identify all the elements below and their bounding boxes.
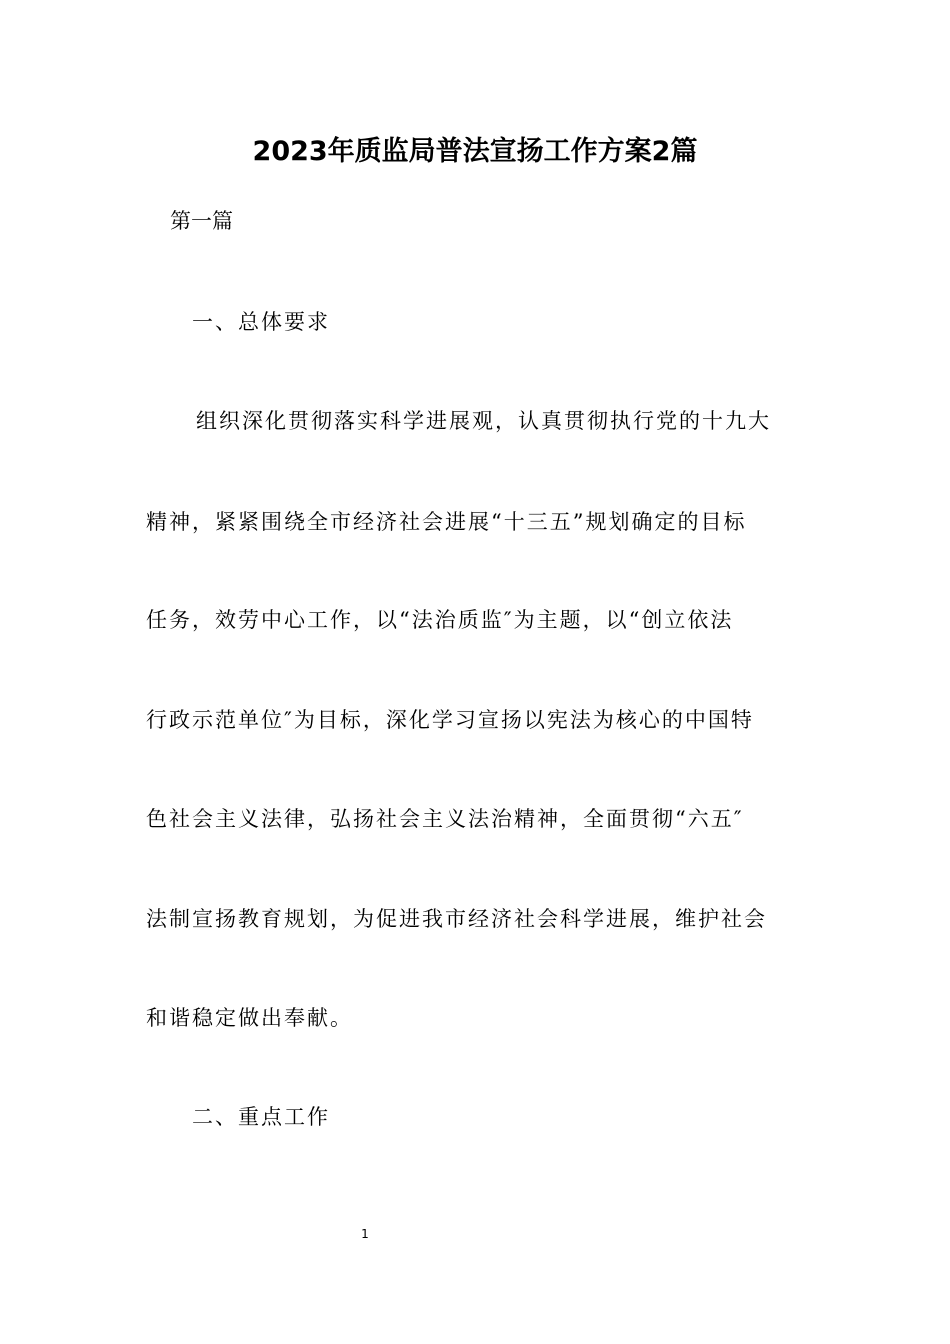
heading-key-work: 二、重点工作 — [192, 1105, 330, 1129]
heading-general-requirements: 一、总体要求 — [192, 310, 330, 334]
document-title: 2023年质监局普法宣扬工作方案2篇 — [252, 136, 698, 167]
paragraph-line: 组织深化贯彻落实科学进展观，认真贯彻执行党的十九大 — [196, 409, 771, 433]
paragraph-line: 法制宣扬教育规划，为促进我市经济社会科学进展，维护社会 — [146, 907, 767, 931]
paragraph-line: 色社会主义法律，弘扬社会主义法治精神，全面贯彻“六五″ — [146, 807, 744, 831]
paragraph-line: 行政示范单位″为目标，深化学习宣扬以宪法为核心的中国特 — [146, 708, 754, 732]
page-number: 1 — [361, 1227, 369, 1241]
paragraph-line: 任务，效劳中心工作，以“法治质监″为主题，以“创立依法 — [146, 608, 734, 632]
section-label: 第一篇 — [170, 209, 233, 233]
paragraph-line: 精神，紧紧围绕全市经济社会进展“十三五”规划确定的目标 — [146, 510, 747, 534]
paragraph-line: 和谐稳定做出奉献。 — [146, 1006, 353, 1030]
